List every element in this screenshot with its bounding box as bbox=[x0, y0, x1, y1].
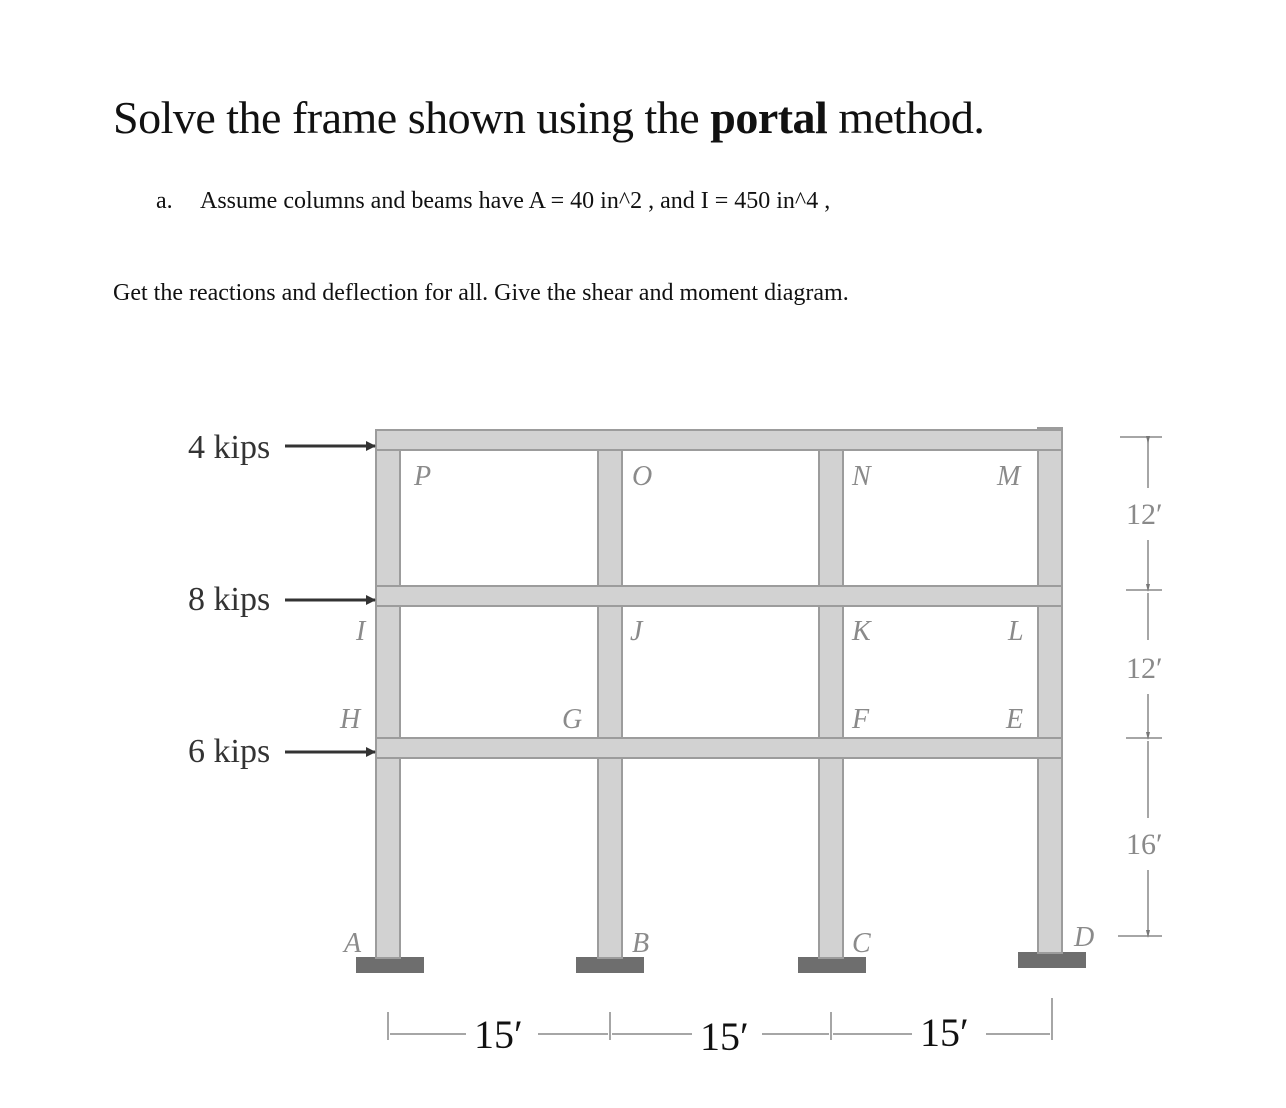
span-label-3: 15′ bbox=[920, 1010, 969, 1055]
support-a bbox=[356, 957, 424, 973]
instruction-text: Get the reactions and deflection for all. Give the shear and moment diagram. bbox=[113, 280, 849, 306]
node-n: N bbox=[852, 461, 871, 492]
node-i: I bbox=[356, 616, 366, 647]
dim-label-upper-story: 12′ bbox=[1126, 498, 1163, 531]
column-4 bbox=[1038, 428, 1062, 953]
node-p: P bbox=[414, 461, 432, 492]
load-label-level-1: 6 kips bbox=[188, 733, 271, 770]
span-label-1: 15′ bbox=[474, 1012, 523, 1057]
node-h: H bbox=[340, 704, 361, 735]
load-label-roof: 4 kips bbox=[188, 429, 271, 466]
column-3 bbox=[819, 432, 843, 958]
column-1 bbox=[376, 432, 400, 958]
node-o: O bbox=[632, 461, 653, 492]
title-bold: portal bbox=[710, 92, 828, 143]
item-text: Assume columns and beams have A = 40 in^2 , and I = 450 in^4 , bbox=[200, 188, 831, 214]
support-c bbox=[798, 957, 866, 973]
node-k: K bbox=[852, 616, 871, 647]
node-g: G bbox=[562, 704, 583, 735]
node-e: E bbox=[1006, 704, 1024, 735]
span-label-2: 15′ bbox=[700, 1014, 749, 1059]
node-d: D bbox=[1074, 922, 1095, 953]
title-prefix: Solve the frame shown using the bbox=[113, 92, 711, 143]
node-m: M bbox=[997, 461, 1021, 492]
node-j: J bbox=[630, 616, 643, 647]
node-a: A bbox=[344, 928, 362, 959]
support-b bbox=[576, 957, 644, 973]
dim-label-middle-story: 12′ bbox=[1126, 652, 1163, 685]
dim-label-lower-story: 16′ bbox=[1126, 828, 1163, 861]
beam-level-2 bbox=[376, 586, 1062, 606]
title-suffix: method. bbox=[827, 92, 985, 143]
node-c: C bbox=[852, 928, 871, 959]
column-2 bbox=[598, 432, 622, 958]
supports bbox=[356, 952, 1086, 973]
beam-level-1 bbox=[376, 738, 1062, 758]
beam-roof bbox=[376, 430, 1062, 450]
item-marker: a. bbox=[156, 188, 173, 214]
node-l: L bbox=[1008, 616, 1024, 647]
node-b: B bbox=[632, 928, 650, 959]
support-d bbox=[1018, 952, 1086, 968]
node-labels bbox=[339, 461, 1094, 959]
node-f: F bbox=[852, 704, 870, 735]
load-label-level-2: 8 kips bbox=[188, 581, 271, 618]
beams bbox=[376, 430, 1062, 758]
columns bbox=[376, 428, 1062, 958]
